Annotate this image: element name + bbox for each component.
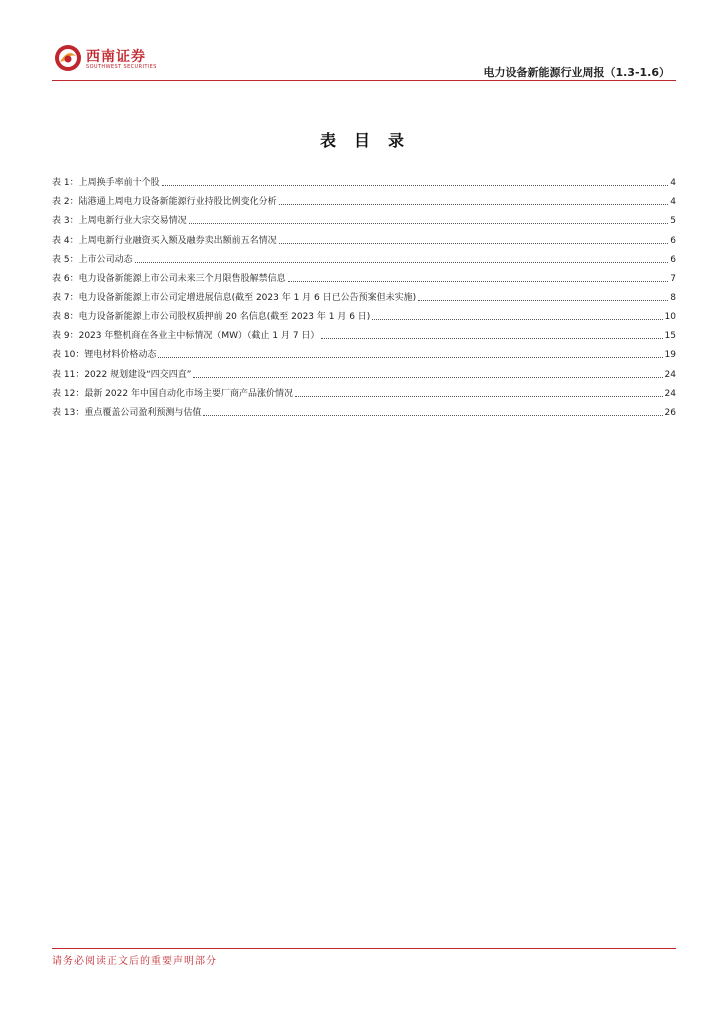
toc-leader-dots	[162, 184, 669, 186]
toc-leader-dots	[189, 222, 669, 224]
logo-chinese-name: 西南证券	[86, 49, 146, 65]
toc-entry-9[interactable]	[52, 323, 676, 342]
toc-entry-4[interactable]	[52, 227, 676, 246]
toc-entry-11[interactable]	[52, 361, 676, 380]
toc-entry-page: 6	[670, 254, 676, 265]
toc-entry-label: 表 8：电力设备新能源上市公司股权质押前 20 名信息(截至 2023 年 1 月 6 日)	[52, 312, 371, 323]
toc-entry-7[interactable]	[52, 285, 676, 304]
toc-entry-label: 表 9：2023 年整机商在各业主中标情况（MW）（截止 1 月 7 日）	[52, 331, 320, 342]
toc-leader-dots	[135, 261, 669, 263]
toc-entry-page: 4	[670, 197, 676, 208]
toc-entry-label: 表 6：电力设备新能源上市公司未来三个月限售股解禁信息	[52, 273, 286, 284]
toc-entry-5[interactable]	[52, 247, 676, 266]
table-of-contents	[52, 170, 676, 419]
toc-entry-page: 24	[664, 369, 676, 380]
toc-entry-8[interactable]	[52, 304, 676, 323]
page-header	[52, 44, 676, 84]
toc-entry-page: 10	[664, 312, 676, 323]
toc-entry-page: 4	[670, 178, 676, 189]
report-title: 电力设备新能源行业周报（1.3-1.6）	[483, 66, 670, 79]
toc-entry-label: 表 1：上周换手率前十个股	[52, 178, 160, 189]
toc-entry-page: 26	[664, 407, 676, 418]
toc-leader-dots	[158, 356, 662, 358]
footer-divider	[52, 948, 676, 949]
toc-leader-dots	[295, 395, 663, 397]
header-divider	[52, 80, 676, 81]
toc-entry-page: 24	[664, 388, 676, 399]
toc-leader-dots	[418, 299, 668, 301]
toc-leader-dots	[321, 337, 662, 339]
toc-leader-dots	[372, 318, 662, 320]
toc-entry-2[interactable]	[52, 189, 676, 208]
company-logo	[52, 44, 212, 76]
toc-entry-12[interactable]	[52, 381, 676, 400]
toc-entry-label: 表 13：重点覆盖公司盈利预测与估值	[52, 407, 202, 418]
toc-entry-13[interactable]	[52, 400, 676, 419]
toc-leader-dots	[193, 376, 662, 378]
toc-entry-page: 15	[664, 331, 676, 342]
toc-entry-page: 5	[670, 216, 676, 227]
toc-leader-dots	[279, 242, 669, 244]
toc-entry-label: 表 2：陆港通上周电力设备新能源行业持股比例变化分析	[52, 197, 277, 208]
toc-entry-label: 表 7：电力设备新能源上市公司定增进展信息(截至 2023 年 1 月 6 日已公告预案但未实施)	[52, 292, 417, 303]
toc-leader-dots	[288, 280, 669, 282]
logo-english-name: SOUTHWEST SECURITIES	[86, 64, 157, 70]
toc-entry-6[interactable]	[52, 266, 676, 285]
toc-entry-label: 表 11：2022 规划建设“四交四直”	[52, 369, 192, 380]
toc-entry-page: 19	[664, 350, 676, 361]
footer-disclaimer: 请务必阅读正文后的重要声明部分	[52, 956, 217, 967]
toc-entry-10[interactable]	[52, 342, 676, 361]
toc-entry-label: 表 3：上周电新行业大宗交易情况	[52, 216, 187, 227]
toc-entry-3[interactable]	[52, 208, 676, 227]
toc-leader-dots	[279, 203, 669, 205]
toc-entry-label: 表 10：锂电材料价格动态	[52, 350, 157, 361]
toc-entry-label: 表 5：上市公司动态	[52, 254, 133, 265]
toc-entry-page: 6	[670, 235, 676, 246]
logo-emblem-icon	[54, 44, 82, 72]
toc-entry-page: 7	[670, 273, 676, 284]
toc-entry-page: 8	[670, 292, 676, 303]
toc-entry-label: 表 4：上周电新行业融资买入额及融券卖出额前五名情况	[52, 235, 277, 246]
toc-entry-1[interactable]	[52, 170, 676, 189]
toc-leader-dots	[203, 414, 662, 416]
toc-title: 表目录	[319, 131, 422, 150]
toc-entry-label: 表 12：最新 2022 年中国自动化市场主要厂商产品涨价情况	[52, 388, 293, 399]
